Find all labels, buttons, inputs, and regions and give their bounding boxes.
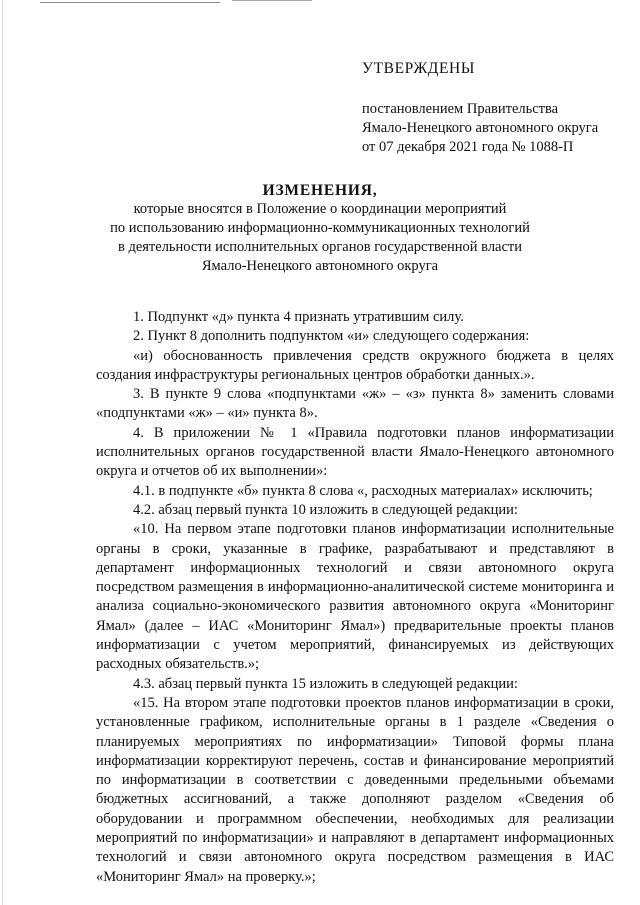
approval-line-3: от 07 декабря 2021 года № 1088-П — [362, 139, 574, 155]
heading-subtitle-4: Ямало-Ненецкого автономного округа — [201, 258, 439, 274]
paragraph-3: 3. В пункте 9 слова «подпунктами «ж» – «з» пункта 8» заменить словами «подпунктами «ж» – «и» пункта 8». — [96, 386, 614, 422]
paragraph-4-2-quote: «10. На первом этапе подготовки планов информатизации исполнительные органы в сроки, указанные в графике, разрабатывают и представляют в департамент информационных технологий и связи автономного округа посредством размещения в информационно-аналитической системе мониторинга и анализа социально-экономического развития автономного округа «Мониторинг Ямал» (далее – ИАС «Мониторинг Ямал») предварительные проекты планов информатизации с учетом мероприятий, финансируемых из действующих расходных обязательств.»; — [96, 521, 614, 673]
heading-subtitle-1: которые вносятся в Положение о координации мероприятий — [133, 201, 507, 217]
paragraph-4-3: 4.3. абзац первый пункта 15 изложить в следующей редакции: — [133, 675, 518, 692]
paragraph-1: 1. Подпункт «д» пункта 4 признать утратившим силу. — [133, 309, 464, 325]
paragraph-2-quote: «и) обоснованность привлечения средств окружного бюджета в целях создания инфраструктуры региональных центров обработки данных.». — [96, 347, 614, 383]
paragraph-4-3-quote: «15. На втором этапе подготовки проектов планов информатизации в сроки, установленные графиком, исполнительные органы в 1 разделе «Сведения о планируемых мероприятиях по информатизации» Типовой формы плана информатизации корректируют перечень, состав и финансирование мероприятий по информатизации в соответствии с доведенными предельными объемами бюджетных ассигнований, а также дополняют разделом «Сведения об оборудовании и программном обеспечении, необходимых для реализации мероприятий по информатизации» и направляют в департамент информационных технологий и связи автономного округа посредством размещения в ИАС «Мониторинг Ямал» на проверку.»; — [96, 694, 614, 885]
approval-line-1: постановлением Правительства — [362, 101, 559, 117]
approval-title: УТВЕРЖДЕНЫ — [362, 60, 475, 77]
heading-subtitle-2: по использованию информационно-коммуникационных технологий — [110, 220, 530, 236]
heading-subtitle-3: в деятельности исполнительных органов государственной власти — [117, 239, 523, 255]
paragraph-4-2: 4.2. абзац первый пункта 10 изложить в следующей редакции: — [133, 501, 518, 518]
document-body — [96, 308, 614, 887]
paragraph-2: 2. Пункт 8 дополнить подпунктом «и» следующего содержания: — [133, 328, 530, 345]
paragraph-4: 4. В приложении № 1 «Правила подготовки планов информатизации исполнительных органов государственной власти Ямало-Ненецкого автономного округа и отчетов об их выполнении»: — [96, 424, 614, 480]
heading-title: ИЗМЕНЕНИЯ, — [262, 182, 378, 199]
document-heading — [0, 0, 640, 276]
paragraph-4-1: 4.1. в подпункте «б» пункта 8 слова «, расходных материалах» исключить; — [133, 482, 593, 499]
approval-line-2: Ямало-Ненецкого автономного округа — [362, 120, 599, 136]
